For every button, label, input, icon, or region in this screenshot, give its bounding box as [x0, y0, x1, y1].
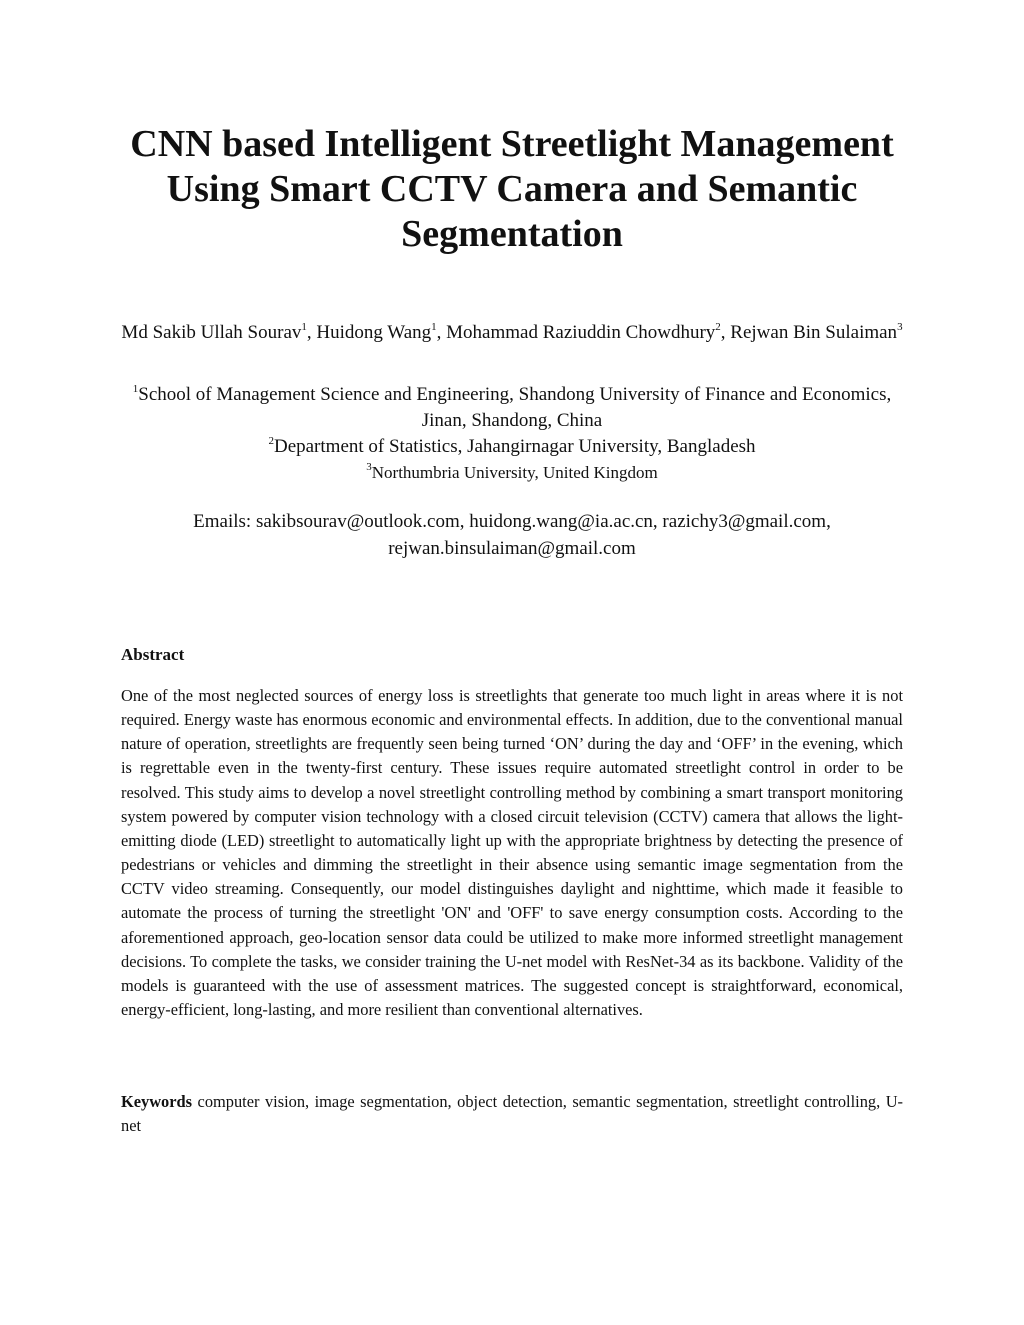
- keywords-text: computer vision, image segmentation, object detection, semantic segmentation, streetlight controlling, U-net: [121, 1092, 903, 1135]
- affiliation-number: 2: [268, 435, 274, 447]
- author-name: Mohammad Raziuddin Chowdhury: [446, 322, 716, 343]
- abstract-heading: Abstract: [121, 645, 185, 664]
- author-affiliation-marker: 3: [897, 321, 903, 333]
- author-affiliation-marker: 1: [431, 321, 437, 333]
- author-separator: ,: [306, 322, 317, 343]
- affiliation-item: [112, 382, 912, 434]
- emails-text: sakibsourav@outlook.com, huidong.wang@ia.ac.cn, razichy3@gmail.com, rejwan.binsulaiman@gmail.com: [255, 511, 831, 559]
- affiliation-item: [112, 460, 912, 486]
- author-list: [112, 320, 912, 345]
- author-affiliation-marker: 2: [715, 321, 721, 333]
- author-name: Md Sakib Ullah Sourav: [121, 322, 302, 343]
- author-name: Rejwan Bin Sulaiman: [730, 322, 898, 343]
- affiliation-number: 1: [132, 383, 139, 395]
- keywords-label: Keywords: [121, 1092, 193, 1111]
- keywords-line: [121, 1090, 903, 1138]
- affiliation-item: [112, 434, 912, 460]
- abstract-body: One of the most neglected sources of energy loss is streetlights that generate too much light in areas where it is not required. Energy waste has enormous economic and environmental effects. In addition, due to the conventional manual nature of operation, streetlights are frequently seen being turned ‘ON’ during the day and ‘OFF’ in the evening, which is regrettable even in the twenty-first century. These issues require automated streetlight control in order to be resolved. This study aims to develop a novel streetlight controlling method by combining a smart transport monitoring system powered by computer vision technology with a closed circuit television (CCTV) camera that allows the light-emitting diode (LED) streetlight to automatically light up with the appropriate brightness by detecting the presence of pedestrians or vehicles and dimming the streetlight in their absence using semantic image segmentation from the CCTV video streaming. Consequently, our model distinguishes daylight and nighttime, which made it feasible to automate the process of turning the streetlight 'ON' and 'OFF' to save energy consumption costs. According to the aforementioned approach, geo-location sensor data could be utilized to make more informed streetlight management decisions. To complete the tasks, we consider training the U-net model with ResNet-34 as its backbone. Validity of the models is guaranteed with the use of assessment matrices. The suggested concept is straightforward, economical, energy-efficient, long-lasting, and more resilient than conventional alternatives.: [121, 686, 903, 1020]
- author-separator: ,: [720, 322, 731, 343]
- author-name: Huidong Wang: [316, 322, 432, 343]
- author-separator: ,: [436, 322, 447, 343]
- affiliation-text: Northumbria University, United Kingdom: [371, 463, 658, 482]
- affiliation-text: Department of Statistics, Jahangirnagar University, Bangladesh: [273, 436, 756, 457]
- affiliation-text: School of Management Science and Engineering, Shandong University of Finance and Economics, Jinan, Shandong, China: [138, 384, 892, 431]
- affiliation-number: 3: [366, 461, 372, 473]
- affiliation-list: [112, 382, 912, 486]
- author-affiliation-marker: 1: [301, 321, 307, 333]
- emails-label: Emails:: [193, 511, 252, 532]
- paper-title: CNN based Intelligent Streetlight Management Using Smart CCTV Camera and Semantic Segmentation: [130, 123, 894, 255]
- email-list: [112, 508, 912, 562]
